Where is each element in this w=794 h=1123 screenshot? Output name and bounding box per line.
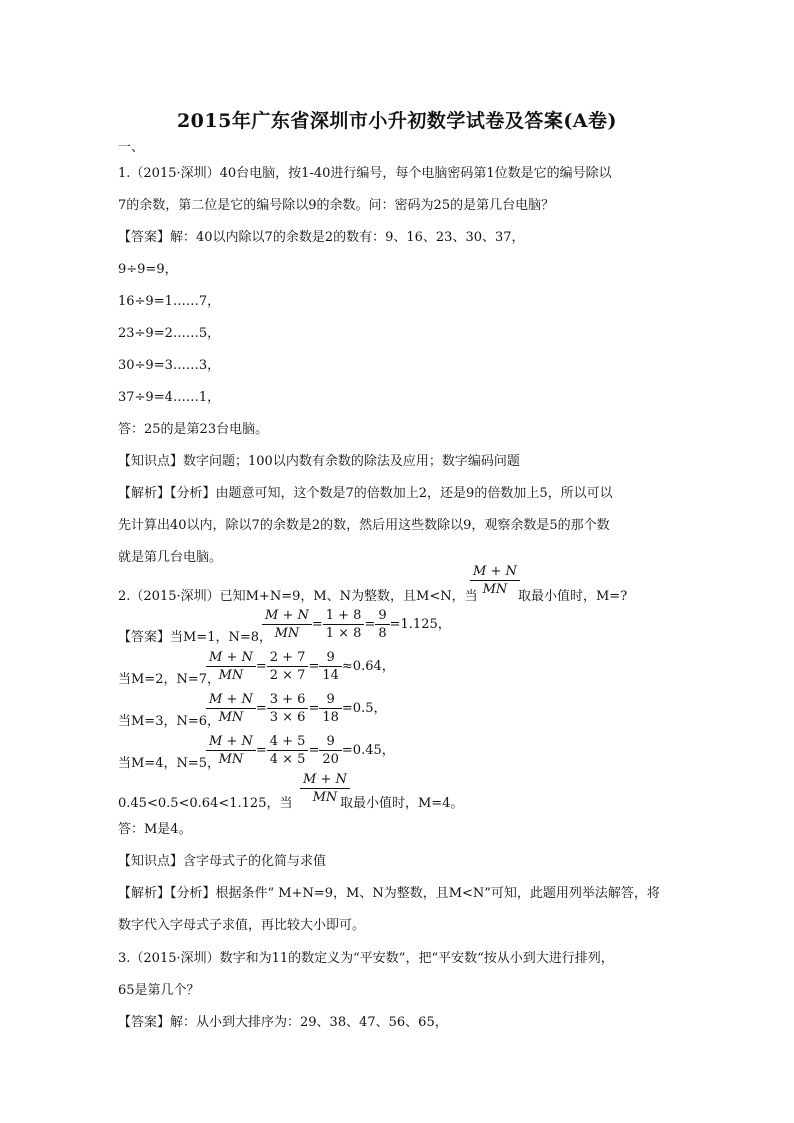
fraction-numerator: M + N — [206, 692, 256, 709]
fraction-denominator: 8 — [378, 626, 387, 641]
q1-calc-3: 23÷9=2……5， — [118, 326, 221, 341]
fraction-numerator: 9 — [319, 692, 342, 709]
q2-row-3 — [118, 714, 220, 730]
q2-row-result: ≈0.64， — [341, 659, 395, 674]
q3-answer: 【答案】解：从小到大排序为：29、38、47、56、65， — [118, 1015, 448, 1030]
q1-analysis-3: 就是第几台电脑。 — [118, 550, 223, 565]
fraction-denominator: 1 × 8 — [325, 626, 362, 641]
q2-analysis-1: 【解析】【分析】根据条件“ M+N=9，M、N为整数，且M<N”可知，此题用列举法解答，将 — [118, 886, 660, 901]
fraction-denominator: MN — [218, 710, 244, 725]
q1-analysis-1: 【解析】【分析】由题意可知，这个数是7的倍数加上2，还是9的倍数加上5，所以可以 — [118, 486, 613, 501]
q2-row-result: =1.125， — [389, 617, 451, 632]
q2-row-1-fractions: $\frac{M + N}{MN}$ = $\frac{1 + 8}{1 \times 8}$ = $\frac{9}{8}$ =1.125， — [262, 608, 451, 641]
q1-conclusion: 答：25的是第23台电脑。 — [118, 422, 269, 437]
fraction-numerator: M + N — [470, 564, 520, 581]
fraction-numerator: 9 — [319, 650, 342, 667]
fraction-numerator: M + N — [206, 650, 256, 667]
fraction-numerator: 1 + 8 — [323, 608, 365, 625]
q2-question-fraction — [470, 564, 520, 597]
fraction-denominator: MN — [218, 668, 244, 683]
fraction-numerator: 4 + 5 — [267, 734, 309, 751]
q2-conclusion: 答：M是4。 — [118, 822, 192, 837]
fraction-denominator: 20 — [322, 752, 339, 767]
q2-question-text: 2.（2015·深圳）已知M+N=9，M、N为整数，且M<N，当 — [118, 589, 478, 604]
q2-analysis-2: 数字代入字母式子求值，再比较大小即可。 — [118, 918, 366, 933]
q2-row-4 — [118, 756, 220, 772]
q2-compare: 0.45<0.5<0.64<1.125，当 — [118, 796, 293, 811]
q2-row-1 — [118, 630, 272, 646]
q2-row-prefix: 当M=2，N=7， — [118, 672, 221, 687]
q2-row-result: =0.45， — [341, 743, 395, 758]
page-title: 2015年广东省深圳市小升初数学试卷及答案(A卷) — [176, 110, 618, 132]
fraction-denominator: MN — [274, 626, 300, 641]
fraction-numerator: 9 — [375, 608, 389, 625]
q1-calc-2: 16÷9=1……7， — [118, 294, 221, 309]
q2-row-result: =0.5， — [341, 701, 387, 716]
q1-calc-5: 37÷9=4……1， — [118, 390, 221, 405]
q2-row-prefix: 当M=3，N=6， — [118, 714, 221, 729]
q2-question-tail: 取最小值时，M=? — [518, 589, 628, 604]
q2-knowledge: 【知识点】含字母式子的化简与求值 — [118, 854, 327, 869]
q2-row-2-fractions: $\frac{M + N}{MN}$ = $\frac{2 + 7}{2 \times 7}$ = $\frac{9}{14}$ ≈0.64， — [206, 650, 395, 683]
q1-knowledge: 【知识点】数字问题；100以内数有余数的除法及应用；数字编码问题 — [118, 454, 520, 469]
fraction-denominator: 14 — [322, 668, 339, 683]
section-heading: 一、 — [118, 140, 145, 155]
fraction-denominator: 3 × 6 — [269, 710, 306, 725]
fraction-denominator: MN — [482, 582, 508, 597]
fraction-denominator: MN — [218, 752, 244, 767]
fraction-numerator: 9 — [319, 734, 342, 751]
q3-line-1: 3.（2015·深圳）数字和为11的数定义为“平安数”，把“平安数“按从小到大进行排列， — [118, 951, 614, 966]
q2-row-3-fractions: $\frac{M + N}{MN}$ = $\frac{3 + 6}{3 \times 6}$ = $\frac{9}{18}$ =0.5， — [206, 692, 386, 725]
q2-row-prefix: 【答案】当M=1，N=8， — [118, 630, 273, 645]
q2-row-prefix: 当M=4，N=5， — [118, 756, 221, 771]
q1-analysis-2: 先计算出40以内，除以7的余数是2的数，然后用这些数除以9，观察余数是5的那个数 — [118, 518, 610, 533]
q3-line-2: 65是第几个？ — [118, 983, 200, 998]
q1-line-2: 7的余数，第二位是它的编号除以9的余数。问：密码为25的是第几台电脑？ — [118, 198, 555, 213]
fraction-numerator: 3 + 6 — [267, 692, 309, 709]
q2-row-2 — [118, 672, 220, 688]
q1-answer: 【答案】解：40以内除以7的余数是2的数有：9、16、23、30、37， — [118, 230, 525, 245]
fraction-denominator: 2 × 7 — [269, 668, 306, 683]
q2-row-4-fractions: $\frac{M + N}{MN}$ = $\frac{4 + 5}{4 \times 5}$ = $\frac{9}{20}$ =0.45， — [206, 734, 395, 767]
q2-compare-tail: 取最小值时，M=4。 — [340, 796, 464, 811]
fraction-denominator: 4 × 5 — [269, 752, 306, 767]
q2-question — [118, 589, 478, 605]
fraction-numerator: M + N — [262, 608, 312, 625]
q1-line-1: 1.（2015·深圳）40台电脑，按1-40进行编号，每个电脑密码第1位数是它的编号除以 — [118, 166, 612, 181]
fraction-numerator: M + N — [300, 772, 350, 789]
fraction-numerator: 2 + 7 — [267, 650, 309, 667]
q1-calc-4: 30÷9=3……3， — [118, 358, 221, 373]
fraction-numerator: M + N — [206, 734, 256, 751]
q1-calc-1: 9÷9=9， — [118, 262, 178, 277]
fraction-denominator: 18 — [322, 710, 339, 725]
fraction-denominator: MN — [312, 790, 338, 805]
